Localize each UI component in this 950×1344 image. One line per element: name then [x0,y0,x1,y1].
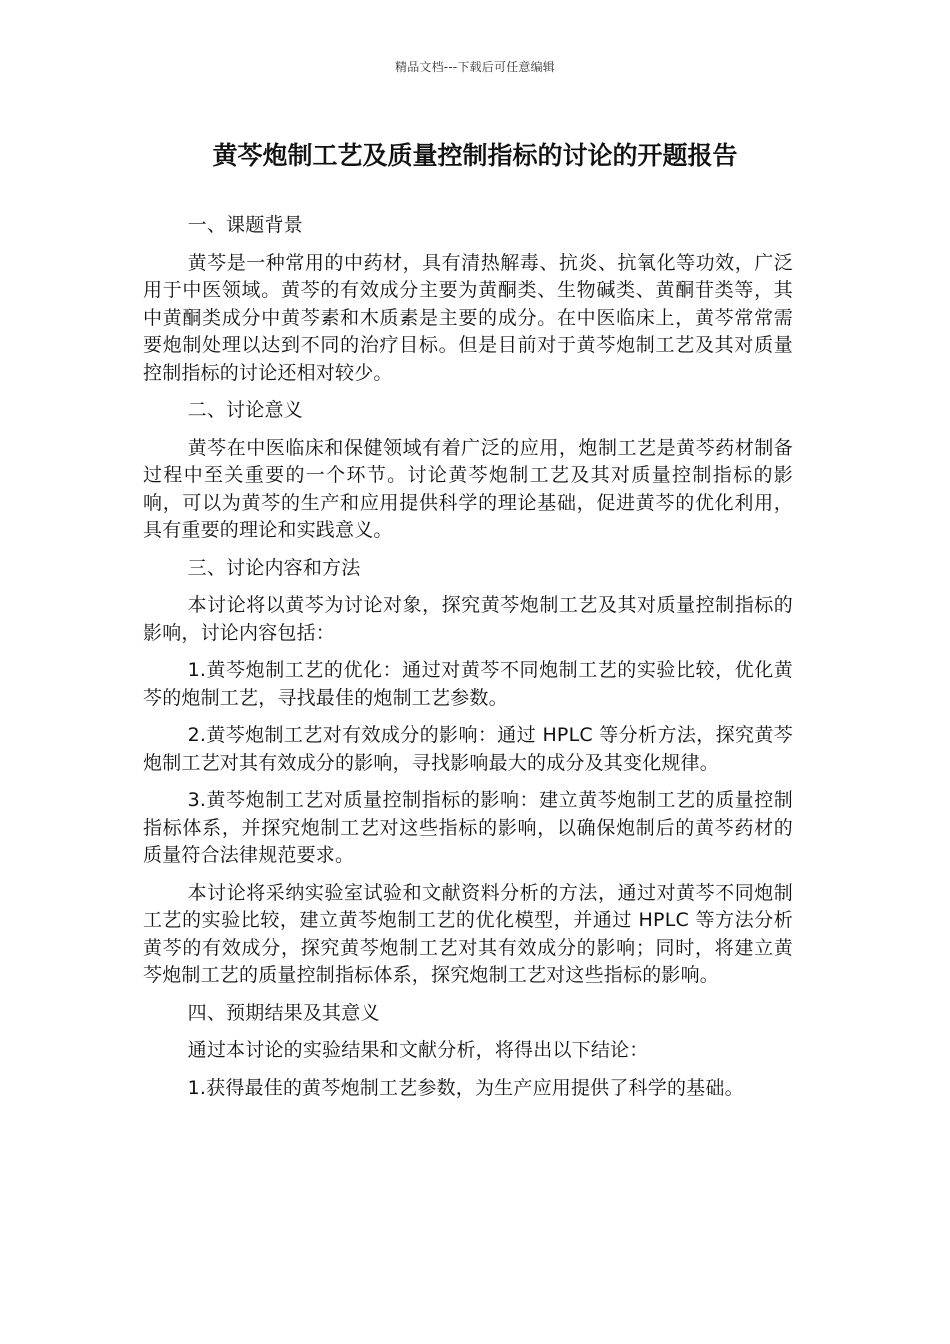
section-heading-expected-results: 四、预期结果及其意义 [187,1001,380,1024]
list-item-3: 3.黄芩炮制工艺对质量控制指标的影响：建立黄芩炮制工艺的质量控制指标体系，并探究炮制工艺对这些指标的影响，以确保炮制后的黄芩药材的质量符合法律规范要求。 [143,789,793,866]
paragraph-results-intro: 通过本讨论的实验结果和文献分析，将得出以下结论： [187,1039,649,1061]
list-item-2: 2.黄芩炮制工艺对有效成分的影响：通过 HPLC 等分析方法，探究黄芩炮制工艺对其有效成分的影响，寻找影响最大的成分及其变化规律。 [143,724,793,774]
paragraph-background: 黄芩是一种常用的中药材，具有清热解毒、抗炎、抗氧化等功效，广泛用于中医领域。黄芩的有效成分主要为黄酮类、生物碱类、黄酮苷类等，其中黄酮类成分中黄芩素和木质素是主要的成分。在中医临床上，黄芩常常需要炮制处理以达到不同的治疗目标。但是目前对于黄芩炮制工艺及其对质量控制指标的讨论还相对较少。 [143,251,793,384]
result-item-1: 1.获得最佳的黄芩炮制工艺参数，为生产应用提供了科学的基础。 [187,1076,744,1099]
section-heading-background: 一、课题背景 [187,214,303,236]
paragraph-significance: 黄芩在中医临床和保健领域有着广泛的应用，炮制工艺是黄芩药材制备过程中至关重要的一个环节。讨论黄芩炮制工艺及其对质量控制指标的影响，可以为黄芩的生产和应用提供科学的理论基础，促进黄芩的优化利用，具有重要的理论和实践意义。 [143,436,793,541]
section-heading-significance: 二、讨论意义 [187,399,303,421]
paragraph-methods: 本讨论将采纳实验室试验和文献资料分析的方法，通过对黄芩不同炮制工艺的实验比较，建立黄芩炮制工艺的优化模型，并通过 HPLC 等方法分析黄芩的有效成分，探究黄芩炮制工艺对其有效成分的影响；同时，将建立黄芩炮制工艺的质量控制指标体系，探究炮制工艺对这些指标的影响。 [143,881,793,986]
section-heading-content-methods: 三、讨论内容和方法 [187,556,361,579]
header-note: 精品文档---下载后可任意编辑 [395,60,555,74]
document-title: 黄芩炮制工艺及质量控制指标的讨论的开题报告 [212,141,738,170]
paragraph-content-intro: 本讨论将以黄芩为讨论对象，探究黄芩炮制工艺及其对质量控制指标的影响，讨论内容包括： [143,594,793,644]
list-item-1: 1.黄芩炮制工艺的优化：通过对黄芩不同炮制工艺的实验比较，优化黄芩的炮制工艺，寻找最佳的炮制工艺参数。 [143,659,793,709]
document-body [143,212,793,1112]
